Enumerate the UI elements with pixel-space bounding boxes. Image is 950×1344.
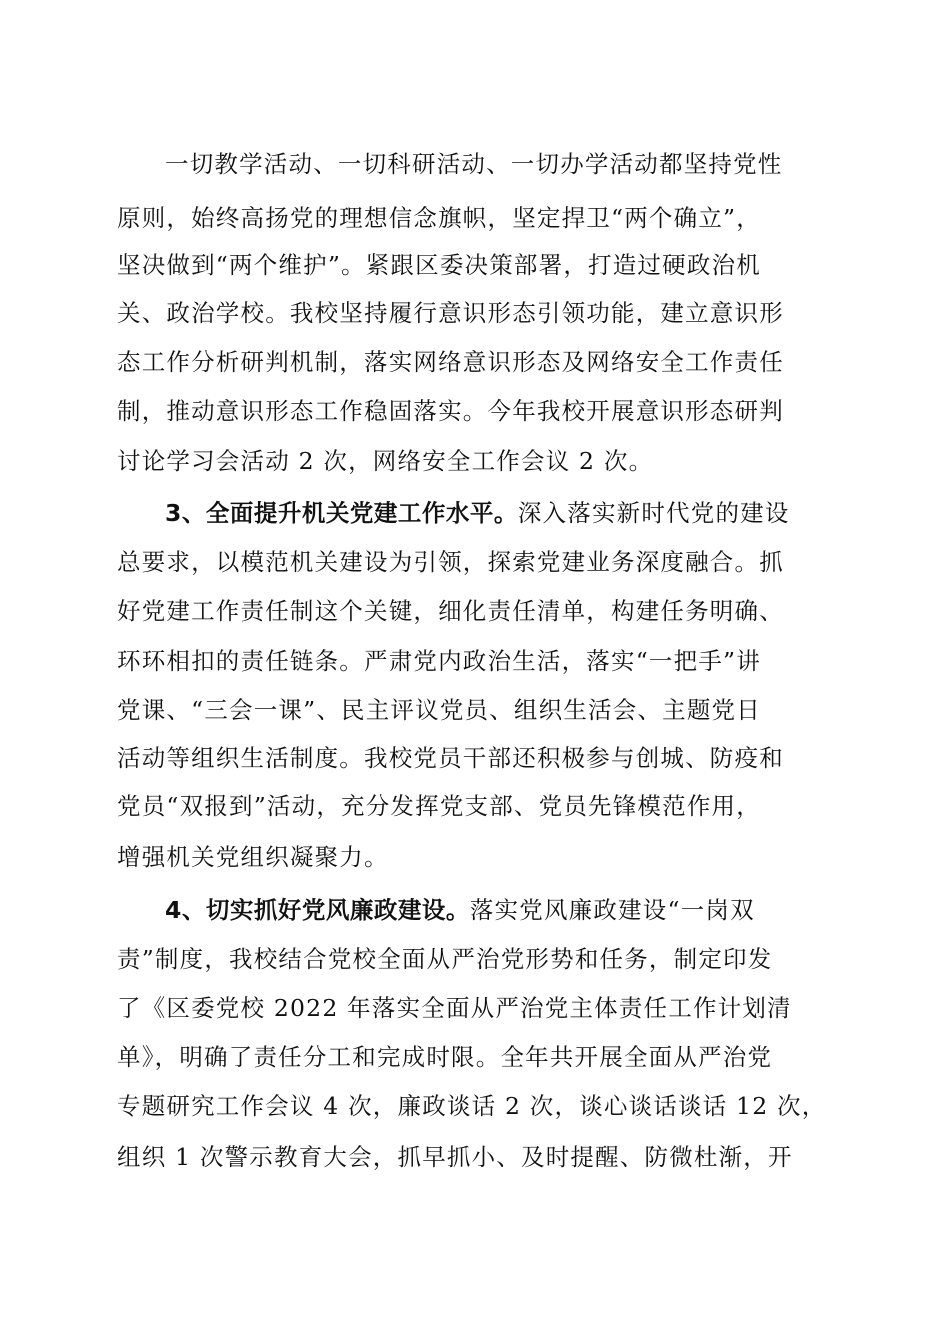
text-line: 了《区委党校 2022 年落实全面从严治党主体责任工作计划清 bbox=[117, 994, 792, 1022]
section-4-first-line-text: 落实党风廉政建设“一岗双 bbox=[469, 896, 755, 924]
text-line: 责”制度，我校结合党校全面从严治党形势和任务，制定印发 bbox=[117, 945, 773, 973]
text-line: 一切教学活动、一切科研活动、一切办学活动都坚持党性 bbox=[165, 150, 783, 178]
text-line: 原则，始终高扬党的理想信念旗帜，坚定捍卫“两个确立”， bbox=[117, 204, 761, 232]
text-line: 专题研究工作会议 4 次，廉政谈话 2 次，谈心谈话谈话 12 次， bbox=[117, 1092, 827, 1120]
text-line: 关、政治学校。我校坚持履行意识形态引领功能，建立意识形 bbox=[117, 299, 784, 327]
section-4-first-line bbox=[165, 895, 833, 925]
text-line: 增强机关党组织凝聚力。 bbox=[117, 843, 389, 871]
text-line: 制，推动意识形态工作稳固落实。今年我校开展意识形态研判 bbox=[117, 397, 784, 425]
text-line: 单》，明确了责任分工和完成时限。全年共开展全面从严治党 bbox=[117, 1043, 773, 1071]
text-line: 坚决做到“两个维护”。紧跟区委决策部署，打造过硬政治机 bbox=[117, 251, 761, 279]
text-line: 党课、“三会一课”、民主评议党员、组织生活会、主题党日 bbox=[117, 696, 761, 724]
text-line: 总要求，以模范机关建设为引领，探索党建业务深度融合。抓 bbox=[117, 548, 784, 576]
section-3-first-line-text: 深入落实新时代党的建设 bbox=[517, 499, 790, 527]
text-line: 活动等组织生活制度。我校党员干部还积极参与创城、防疫和 bbox=[117, 744, 784, 772]
text-line: 党员“双报到”活动，充分发挥党支部、党员先锋模范作用， bbox=[117, 792, 761, 820]
text-line: 组织 1 次警示教育大会，抓早抓小、及时提醒、防微杜渐，开 bbox=[117, 1143, 793, 1171]
text-line: 态工作分析研判机制，落实网络意识形态及网络安全工作责任 bbox=[117, 348, 784, 376]
section-3-first-line bbox=[165, 498, 833, 528]
text-line: 环环相扣的责任链条。严肃党内政治生活，落实“一把手”讲 bbox=[117, 647, 761, 675]
section-4-heading: 4、切实抓好党风廉政建设。 bbox=[165, 896, 470, 924]
text-line: 好党建工作责任制这个关键，细化责任清单，构建任务明确、 bbox=[117, 597, 784, 625]
text-line: 讨论学习会活动 2 次，网络安全工作会议 2 次。 bbox=[117, 447, 654, 475]
section-3-heading: 3、全面提升机关党建工作水平。 bbox=[165, 499, 518, 527]
